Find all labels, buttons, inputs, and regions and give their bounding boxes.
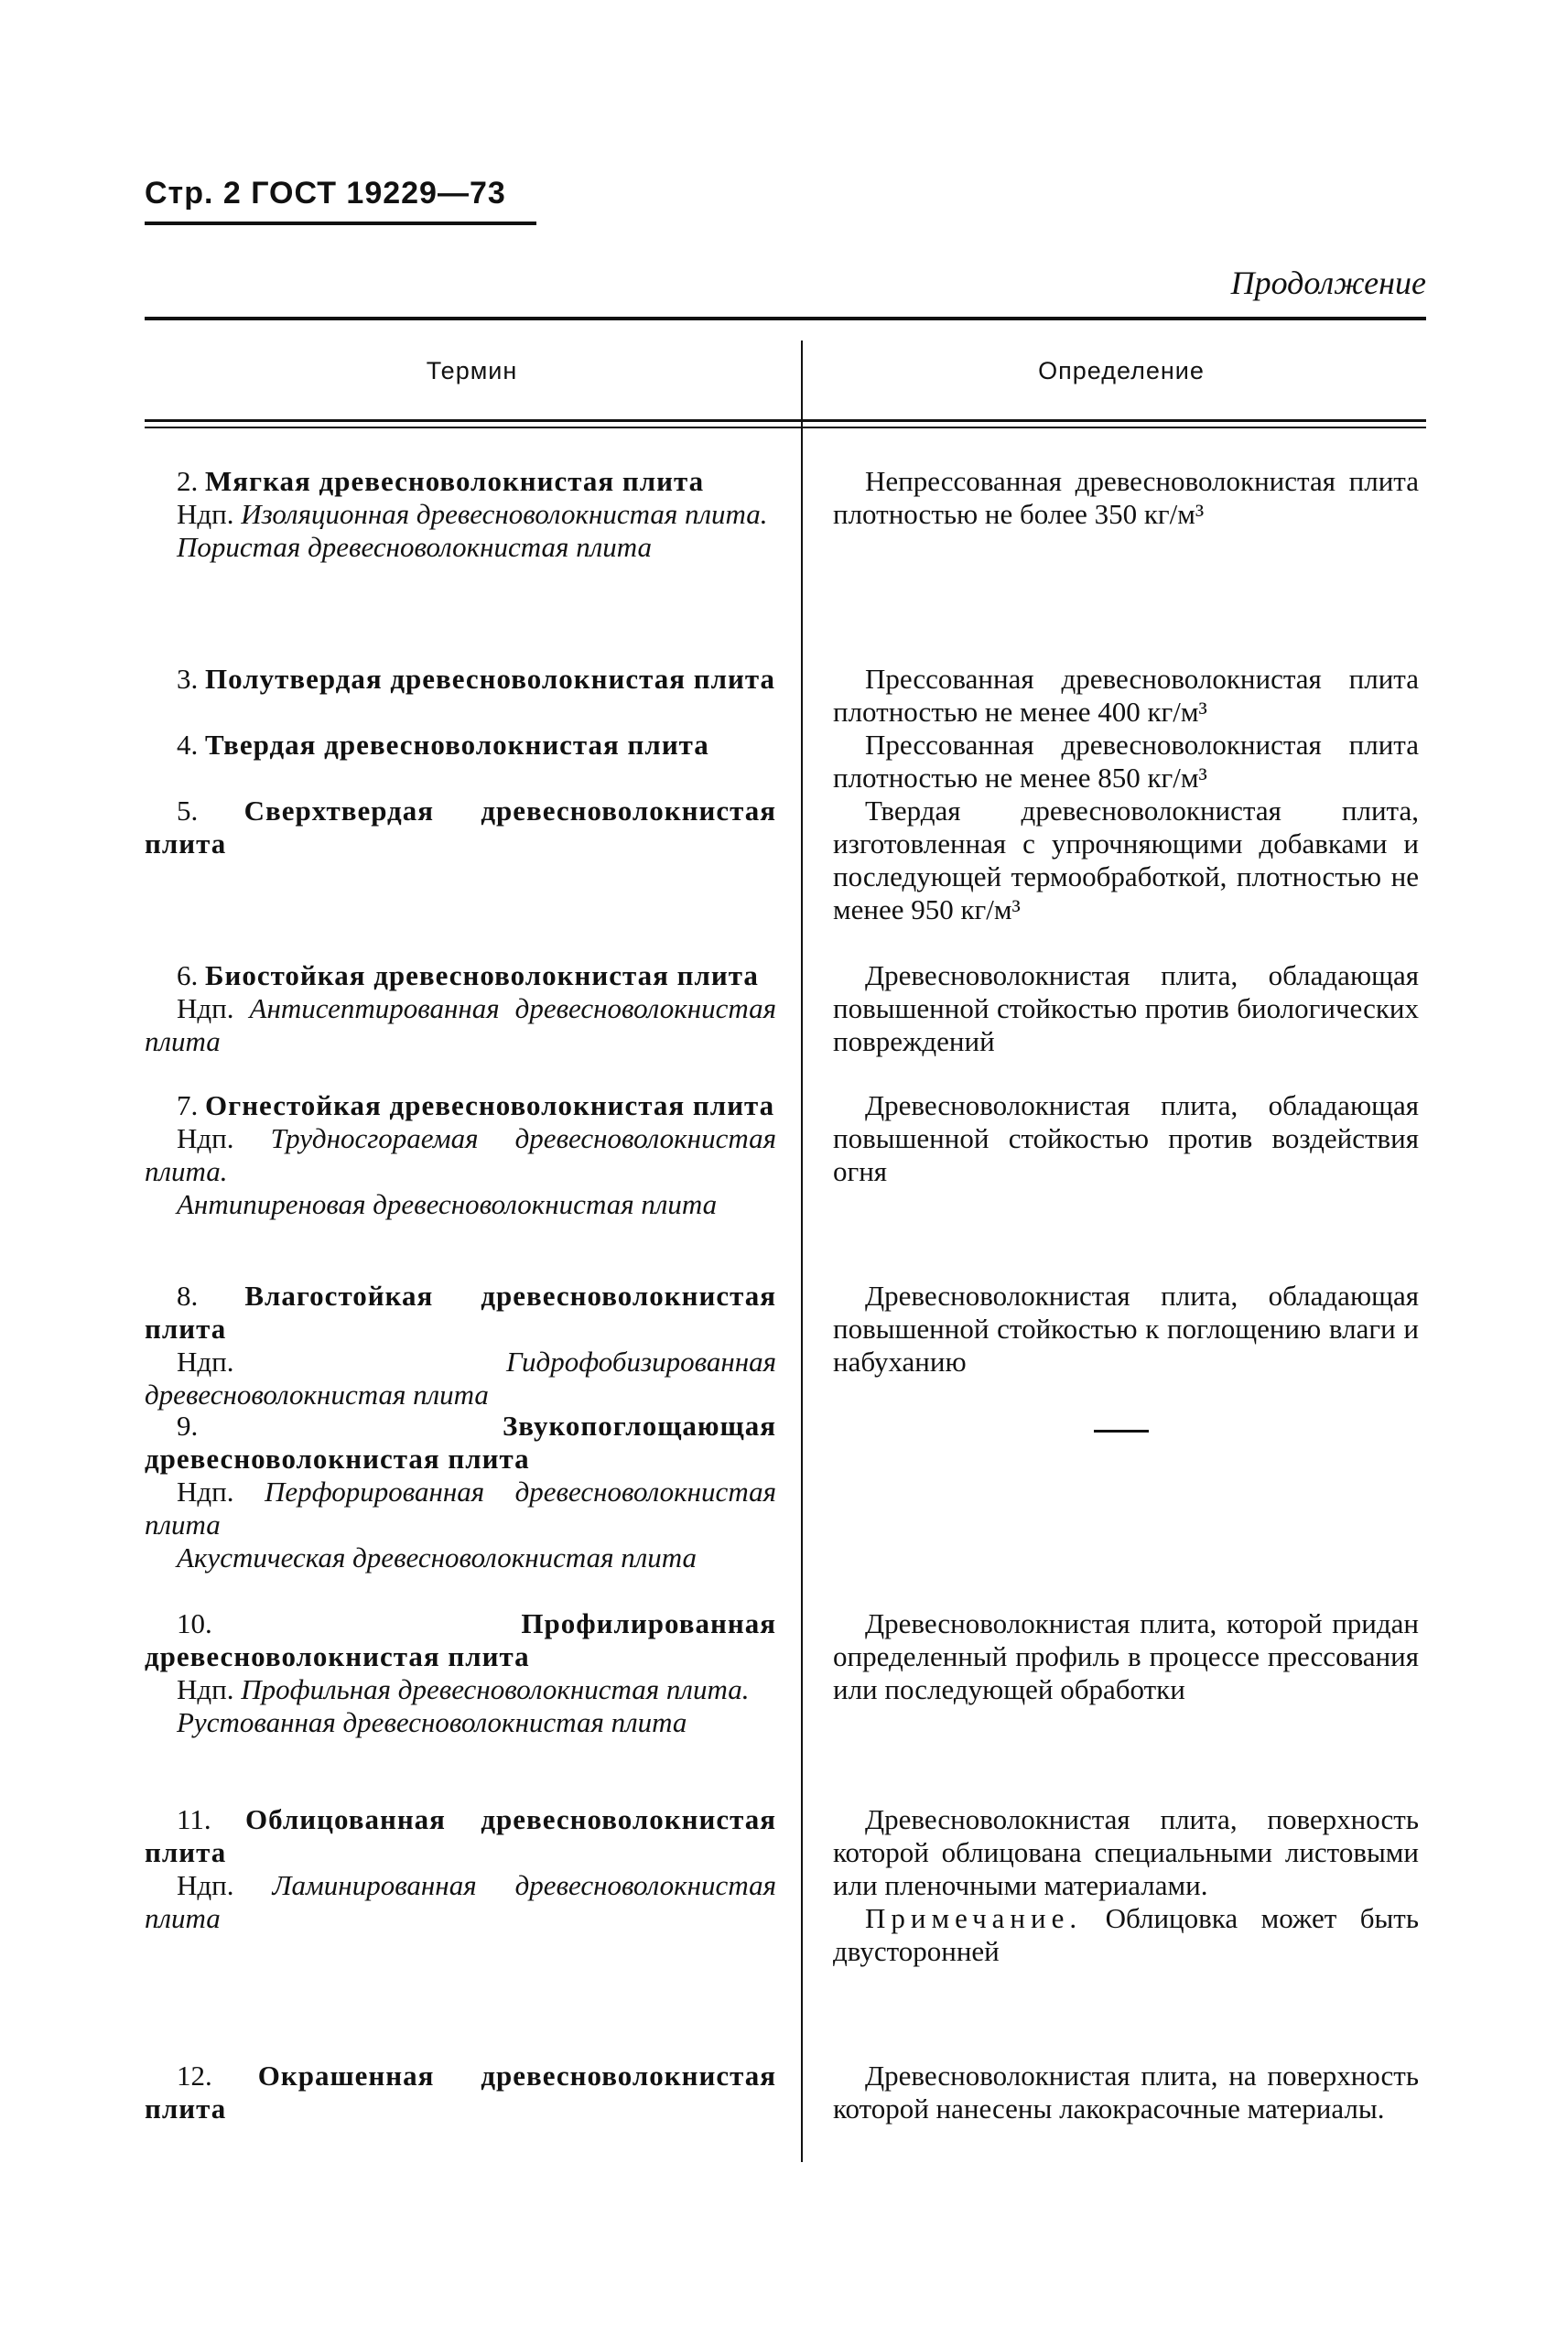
table-row-definition-2: Непрессованная древесноволокнистая плита плотностью не более 350 кг/м³	[833, 465, 1419, 530]
deprecated-synonym: Ламинированная древесноволокнистая плита	[145, 1869, 776, 1934]
table-row-term-9	[145, 1410, 776, 1574]
term-number: 7.	[177, 1089, 199, 1121]
deprecated-synonym: Перфорированная древесноволокнистая плита	[145, 1476, 776, 1541]
note-label: Примечание.	[865, 1902, 1083, 1934]
term-number: 4.	[177, 729, 199, 761]
page-reference: Стр. 2 ГОСТ 19229—73	[145, 176, 506, 211]
synonym-label: Ндп.	[177, 1869, 234, 1901]
term-name: Биостойкая древесноволокнистая плита	[205, 959, 759, 991]
alternate-term: Антипиреновая древесноволокнистая плита	[177, 1188, 718, 1220]
table-row-term-7	[145, 1089, 776, 1221]
column-header-definition: Определение	[1038, 357, 1205, 384]
alternate-term: Акустическая древесноволокнистая плита	[177, 1541, 697, 1573]
table-row-definition-10: Древесноволокнистая плита, которой придан определенный профиль в процессе прессования или последующей обработки	[833, 1607, 1419, 1705]
term-name: Полутвердая древесноволокнистая плита	[205, 663, 775, 695]
term-number: 6.	[177, 959, 199, 991]
table-row-term-5	[145, 795, 776, 860]
table-row-term-2	[145, 465, 776, 564]
column-header-term: Термин	[426, 357, 518, 384]
term-name: Влагостойкая древесноволокнистая плита	[145, 1280, 776, 1345]
term-name: Огнестойкая древесноволокнистая плита	[205, 1089, 775, 1121]
table-row-term-8	[145, 1280, 776, 1411]
synonym-label: Ндп.	[177, 1476, 234, 1508]
term-number: 8.	[177, 1280, 199, 1312]
deprecated-synonym: Антисептированная древесноволокнистая плита	[145, 992, 777, 1057]
synonym-label: Ндп.	[177, 992, 234, 1024]
synonym-label: Ндп.	[177, 498, 234, 530]
table-row-definition-12: Древесноволокнистая плита, на поверхность которой нанесены лакокрасочные материалы.	[833, 2060, 1419, 2125]
table-row-term-12	[145, 2060, 776, 2125]
term-number: 5.	[177, 795, 199, 827]
term-name: Твердая древесноволокнистая плита	[205, 729, 709, 761]
table-header-rule	[145, 419, 1426, 422]
term-number: 11.	[177, 1803, 211, 1835]
term-number: 12.	[177, 2060, 212, 2092]
deprecated-synonym: Профильная древесноволокнистая плита.	[241, 1673, 750, 1705]
table-row-term-4	[145, 729, 776, 762]
table-row-definition-8: Древесноволокнистая плита, обладающая повышенной стойкостью к поглощению влаги и набуханию	[833, 1280, 1419, 1378]
alternate-term: Пористая древесноволокнистая плита	[177, 531, 652, 563]
term-name: Сверхтвердая древесноволокнистая плита	[145, 795, 777, 860]
deprecated-synonym: Трудносгораемая древесноволокнистая плита.	[145, 1122, 777, 1187]
table-row-definition-5: Твердая древесноволокнистая плита, изготовленная с упрочняющими добавками и последующей термообработкой, плотностью не менее 950 кг/м³	[833, 795, 1419, 925]
note-text: Облицовка может быть двусторонней	[833, 1902, 1419, 1967]
table-top-rule	[145, 317, 1426, 320]
alternate-term: Рустованная древесноволокнистая плита	[177, 1706, 687, 1738]
column-divider	[801, 341, 803, 2162]
definition-note	[833, 1902, 1419, 1968]
header-rule	[145, 222, 536, 225]
term-number: 9.	[177, 1410, 199, 1442]
table-row-definition-3: Прессованная древесноволокнистая плита плотностью не менее 400 кг/м³	[833, 663, 1419, 728]
table-row-term-10	[145, 1607, 776, 1739]
term-number: 10.	[177, 1607, 212, 1639]
definition-dash	[1094, 1430, 1149, 1433]
synonym-label: Ндп.	[177, 1122, 234, 1154]
term-name: Окрашенная древесноволокнистая плита	[145, 2060, 776, 2125]
table-header-rule-double	[145, 427, 1426, 428]
term-number: 2.	[177, 465, 199, 497]
term-name: Звукопоглощающая древесноволокнистая плита	[145, 1410, 776, 1475]
term-number: 3.	[177, 663, 199, 695]
deprecated-synonym: Гидрофобизированная древесноволокнистая плита	[145, 1346, 776, 1411]
table-row-definition-4: Прессованная древесноволокнистая плита плотностью не менее 850 кг/м³	[833, 729, 1419, 794]
synonym-label: Ндп.	[177, 1346, 234, 1378]
synonym-label: Ндп.	[177, 1673, 234, 1705]
continuation-label: Продолжение	[1230, 265, 1426, 301]
definition-text: Древесноволокнистая плита, поверхность которой облицована специальными листовыми или пленочными материалами.	[833, 1803, 1419, 1901]
table-row-term-6	[145, 959, 776, 1058]
term-name: Мягкая древесноволокнистая плита	[205, 465, 705, 497]
term-name: Профилированная древесноволокнистая плита	[145, 1607, 776, 1672]
table-row-term-3	[145, 663, 776, 696]
table-row-definition-7: Древесноволокнистая плита, обладающая повышенной стойкостью против воздействия огня	[833, 1089, 1419, 1187]
table-row-definition-11	[833, 1803, 1419, 1968]
table-row-definition-6: Древесноволокнистая плита, обладающая повышенной стойкостью против биологических повреждений	[833, 959, 1419, 1057]
deprecated-synonym: Изоляционная древесноволокнистая плита.	[241, 498, 768, 530]
term-name: Облицованная древесноволокнистая плита	[145, 1803, 777, 1868]
table-row-term-11	[145, 1803, 776, 1935]
